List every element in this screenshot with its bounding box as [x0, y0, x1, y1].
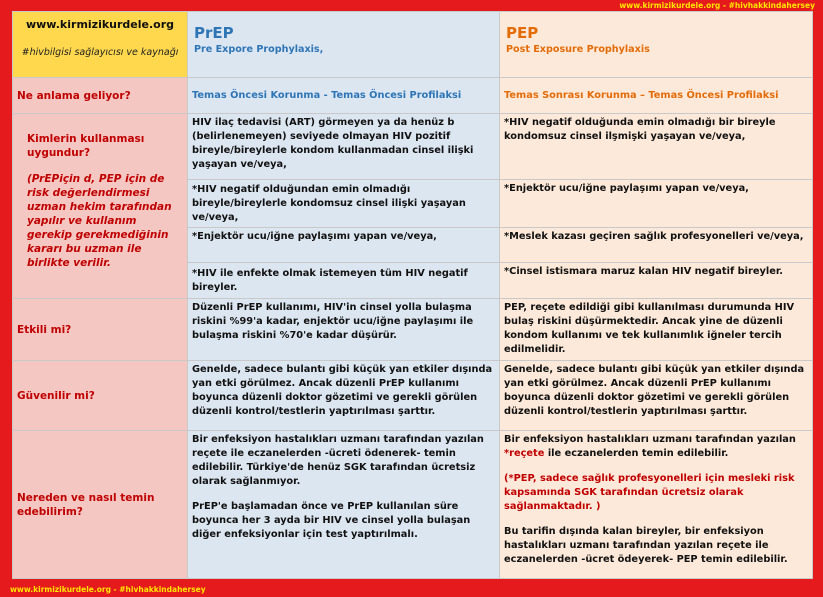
- question-meaning-text: Ne anlama geliyor?: [17, 89, 131, 102]
- pep-where-p1: [504, 433, 808, 461]
- pep-title: PEP: [506, 24, 539, 42]
- prep-meaning-text: Temas Öncesi Korunma - Temas Öncesi Profilaksi: [192, 89, 462, 101]
- pep-where-recete: *reçete: [504, 448, 545, 459]
- comparison-sheet: [12, 11, 812, 579]
- meaning-row: [13, 78, 813, 114]
- pep-safe: Genelde, sadece bulantı gibi küçük yan etkiler dışında yan etki görülmez. Ancak düzenli PrEP kullanımı boyunca düzenli doktor gözetimi ve gerekli görülen düzenli kontrol/testlerin yaptırılması şarttır.: [500, 361, 813, 431]
- question-safe: [13, 361, 188, 431]
- question-effective: [13, 299, 188, 361]
- prep-where: [188, 431, 500, 579]
- prep-effective: Düzenli PrEP kullanımı, HIV'in cinsel yolla bulaşma riskini %99'a kadar, enjektör ucu/iğne paylaşımı ile bulaşma riskini %70'e kadar düşürür.: [188, 299, 500, 361]
- pep-who-2: *Enjektör ucu/iğne paylaşımı yapan ve/veya,: [500, 180, 813, 228]
- pep-where-p3: Bu tarifin dışında kalan bireyler, bir enfeksiyon hastalıkları uzmanı tarafından yazılan reçete ile eczanelerden -ücret ödeyerek- PEP temin edilebilir.: [504, 526, 788, 565]
- question-where-text: Nereden ve nasıl temin edebilirim?: [17, 491, 155, 518]
- prep-who-1: HIV ilaç tedavisi (ART) görmeyen ya da henüz b (belirlenemeyen) seviyede olmayan HIV pozitif bireyle/bireylerle kondom kullanmadan cinsel ilişki yaşayan ve/veya,: [188, 114, 500, 180]
- question-who-note: (PrEPiçin d, PEP için de risk değerlendirmesi uzman hekim tarafından yapılır ve kullanım gerekip gerekmediğinin kararı bu uzman ile birlikte verilir.: [27, 173, 172, 269]
- who-row-1: [13, 114, 813, 180]
- site-url[interactable]: www.kirmizikurdele.org: [25, 18, 175, 31]
- site-motto: #hivbilgisi sağlayıcısı ve kaynağı: [21, 47, 179, 58]
- question-who: [13, 114, 188, 299]
- prep-pep-table: [12, 11, 813, 579]
- pep-who-3: *Meslek kazası geçiren sağlık profesyonelleri ve/veya,: [500, 228, 813, 263]
- prep-who-4: *HIV ile enfekte olmak istemeyen tüm HIV negatif bireyler.: [188, 263, 500, 299]
- header-row: [13, 12, 813, 78]
- question-effective-text: Etkili mi?: [17, 323, 72, 336]
- pep-who-1: *HIV negatif olduğunda emin olmadığı bir bireyle kondomsuz cinsel ilşmişki yaşayan ve/veya,: [500, 114, 813, 180]
- pep-effective: PEP, reçete edildiği gibi kullanılması durumunda HIV bulaş riskini düşürmektedir. Ancak yine de düzenli kondom kullanımı ve tek kullanımlık iğneler tercih edilmelidir.: [500, 299, 813, 361]
- where-row: [13, 431, 813, 579]
- question-where: [13, 431, 188, 579]
- prep-meaning: [188, 78, 500, 114]
- prep-where-p2: PrEP'e başlamadan önce ve PrEP kullanılan süre boyunca her 3 ayda bir HIV ve cinsel yolla bulaşan diğer enfeksiyonlar için test yaptırılmalı.: [192, 501, 471, 540]
- pep-where: [500, 431, 813, 579]
- pep-where-p2: (*PEP, sadece sağlık profesyonelleri için mesleki risk kapsamında SGK tarafından ücretsiz olarak sağlanmaktadır. ): [504, 473, 795, 512]
- pep-where-p1a: Bir enfeksiyon hastalıkları uzmanı tarafından yazılan: [504, 434, 796, 445]
- effective-row: [13, 299, 813, 361]
- pep-header-cell: [500, 12, 813, 78]
- pep-subtitle: Post Exposure Prophylaxis: [506, 44, 650, 55]
- prep-title: PrEP: [194, 24, 234, 42]
- prep-safe: Genelde, sadece bulantı gibi küçük yan etkiler dışında yan etki görülmez. Ancak düzenli PrEP kullanımı boyunca düzenli doktor gözetimi ve gerekli görülen düzenli kontrol/testlerin yaptırılması şarttır.: [188, 361, 500, 431]
- prep-header-cell: [188, 12, 500, 78]
- site-header-cell: [13, 12, 188, 78]
- question-safe-text: Güvenilir mi?: [17, 389, 95, 402]
- pep-who-4: *Cinsel istismara maruz kalan HIV negatif bireyler.: [500, 263, 813, 299]
- prep-who-3: *Enjektör ucu/iğne paylaşımı yapan ve/veya,: [188, 228, 500, 263]
- question-meaning: [13, 78, 188, 114]
- bottom-banner: www.kirmizikurdele.org - #hivhakkindahersey: [10, 585, 206, 594]
- top-banner: www.kirmizikurdele.org - #hivhakkindahersey: [619, 1, 815, 10]
- prep-where-p1: Bir enfeksiyon hastalıkları uzmanı tarafından yazılan reçete ile eczanelerden -ücreti ödenerek- temin edilebilir. Türkiye'de henüz SGK tarafından ücretsiz olarak sağlanmıyor.: [192, 434, 484, 487]
- prep-who-2: *HIV negatif olduğundan emin olmadığı bireyle/bireylerle kondomsuz cinsel ilişki yaşayan ve/veya,: [188, 180, 500, 228]
- prep-subtitle: Pre Expore Prophylaxis,: [194, 44, 324, 55]
- pep-where-p1c: ile eczanelerden temin edilebilir.: [547, 448, 729, 459]
- pep-meaning: [500, 78, 813, 114]
- safe-row: [13, 361, 813, 431]
- question-who-text: Kimlerin kullanması uygundur?: [27, 133, 145, 159]
- pep-meaning-text: Temas Sonrası Korunma – Temas Öncesi Profilaksi: [504, 89, 779, 101]
